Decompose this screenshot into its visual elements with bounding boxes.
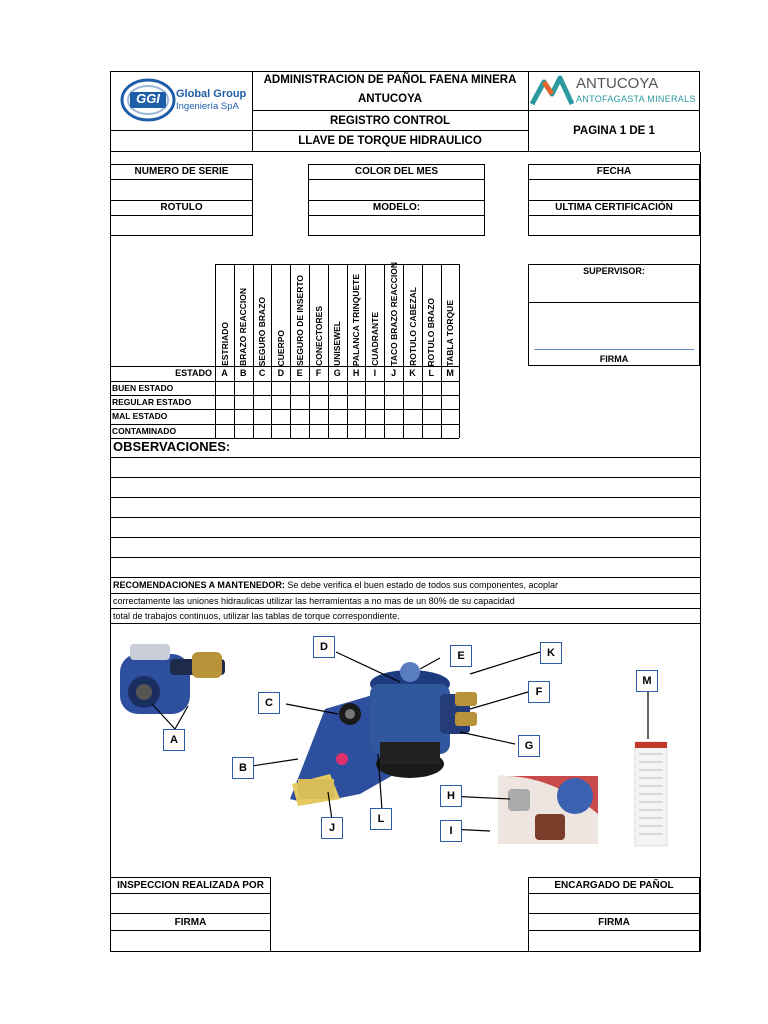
grid-cell[interactable] — [272, 425, 290, 438]
callout-m: M — [636, 670, 658, 692]
grid-cell[interactable] — [235, 425, 253, 438]
ultima-cert-field[interactable] — [529, 216, 699, 236]
grid-cell[interactable] — [216, 382, 234, 395]
grid-cell[interactable] — [329, 410, 347, 423]
column-header-b — [234, 264, 253, 366]
recomendaciones-line1 — [113, 580, 558, 590]
llave-torque: LLAVE DE TORQUE HIDRAULICO — [298, 135, 482, 147]
observaciones-label: OBSERVACIONES: — [113, 439, 231, 454]
grid-cell[interactable] — [366, 410, 384, 423]
encargado-field[interactable] — [529, 894, 699, 913]
row-label: BUEN ESTADO — [112, 383, 174, 393]
grid-cell[interactable] — [348, 382, 366, 395]
color-mes-label: COLOR DEL MES — [354, 166, 439, 177]
ggi-logo-letters: GGI — [136, 91, 160, 106]
grid-cell[interactable] — [272, 396, 290, 409]
tool-diagram — [110, 624, 700, 874]
company-name: Global Group — [176, 88, 247, 100]
row-label: CONTAMINADO — [112, 425, 177, 436]
grid-cell[interactable] — [254, 396, 272, 409]
observaciones-line-6[interactable] — [111, 558, 699, 577]
grid-cell[interactable] — [404, 396, 422, 409]
ultima-cert-label: ULTIMA CERTIFICACIÓN — [555, 202, 673, 213]
grid-cell[interactable] — [310, 410, 328, 423]
inspeccion-label: INSPECCION REALIZADA POR — [117, 880, 264, 891]
column-letter-f: F — [315, 368, 322, 378]
column-letter-k: K — [409, 368, 416, 378]
grid-cell[interactable] — [310, 396, 328, 409]
column-header-d — [271, 264, 290, 366]
column-letter-h: H — [352, 368, 360, 378]
observaciones-line-3[interactable] — [111, 498, 699, 517]
supervisor-firma-label: FIRMA — [599, 354, 629, 364]
column-header-label: CONECTORES — [313, 306, 324, 366]
grid-cell[interactable] — [310, 425, 328, 438]
callout-e: E — [450, 645, 472, 667]
grid-cell[interactable] — [235, 382, 253, 395]
grid-cell[interactable] — [254, 382, 272, 395]
recomendaciones-text-3: total de trabajos continuos, utilizar las tablas de torque correspondiente. — [113, 611, 400, 621]
grid-cell[interactable] — [254, 425, 272, 438]
inspeccion-field[interactable] — [111, 894, 270, 913]
fecha-field[interactable] — [529, 180, 699, 200]
grid-cell[interactable] — [366, 396, 384, 409]
supervisor-signature-field[interactable] — [529, 303, 699, 348]
column-header-f — [309, 264, 328, 366]
column-header-g — [328, 264, 347, 366]
observaciones-line-2[interactable] — [111, 478, 699, 497]
grid-cell[interactable] — [442, 410, 460, 423]
grid-cell[interactable] — [385, 396, 403, 409]
pagina: PAGINA 1 DE 1 — [573, 125, 655, 137]
column-header-j — [384, 264, 403, 366]
grid-cell[interactable] — [235, 410, 253, 423]
column-letter-j: J — [391, 368, 397, 378]
grid-cell[interactable] — [366, 382, 384, 395]
numero-serie-label: NUMERO DE SERIE — [134, 166, 229, 177]
fecha-label: FECHA — [596, 166, 632, 177]
column-header-label: ESTRIADO — [219, 322, 230, 366]
column-letter-l: L — [428, 368, 435, 378]
grid-cell[interactable] — [442, 382, 460, 395]
callout-c: C — [258, 692, 280, 714]
column-header-label: TABLA TORQUE — [445, 299, 456, 366]
grid-cell[interactable] — [291, 410, 309, 423]
grid-cell[interactable] — [291, 396, 309, 409]
grid-cell[interactable] — [272, 410, 290, 423]
antucoya-mountain-icon — [530, 74, 574, 106]
grid-cell[interactable] — [216, 425, 234, 438]
supervisor-label: SUPERVISOR: — [583, 266, 645, 276]
modelo-label: MODELO: — [372, 202, 421, 213]
grid-cell[interactable] — [291, 382, 309, 395]
header-title-line2: ANTUCOYA — [357, 93, 423, 105]
column-header-h — [347, 264, 366, 366]
column-header-label: ROTULO CABEZAL — [407, 287, 418, 366]
callout-d: D — [313, 636, 335, 658]
column-header-label: UNISEWEL — [332, 321, 343, 366]
column-header-label: SEGURO DE INSERTO — [294, 275, 305, 366]
row-label: MAL ESTADO — [112, 411, 168, 422]
firma-left-field[interactable] — [111, 931, 270, 951]
column-header-label: CUADRANTE — [369, 312, 380, 366]
grid-cell[interactable] — [254, 410, 272, 423]
column-header-i — [365, 264, 384, 366]
column-header-label: PALANCA TRINQUETE — [351, 273, 362, 366]
grid-cell[interactable] — [366, 425, 384, 438]
callout-i: I — [440, 820, 462, 842]
column-letter-b: B — [240, 368, 247, 378]
small-tool-image — [120, 644, 225, 714]
antucoya-logo — [530, 74, 698, 108]
column-letter-m: M — [446, 368, 454, 378]
column-header-k — [403, 264, 422, 366]
grid-cell[interactable] — [329, 382, 347, 395]
callout-a: A — [163, 729, 185, 751]
grid-cell[interactable] — [235, 396, 253, 409]
column-header-m — [441, 264, 460, 366]
firma-right-field[interactable] — [529, 931, 699, 951]
grid-cell[interactable] — [404, 410, 422, 423]
company-sub: Ingeniería SpA — [176, 101, 239, 112]
grid-cell[interactable] — [385, 425, 403, 438]
torque-table-image — [635, 742, 667, 846]
observaciones-line-4[interactable] — [111, 518, 699, 537]
column-header-label: BRAZO REACCION — [238, 288, 249, 366]
grid-cell[interactable] — [442, 425, 460, 438]
grid-cell[interactable] — [348, 410, 366, 423]
grid-cell[interactable] — [348, 425, 366, 438]
encargado-label: ENCARGADO DE PAÑOL — [554, 880, 674, 891]
grid-cell[interactable] — [404, 382, 422, 395]
grid-cell[interactable] — [329, 425, 347, 438]
grid-cell[interactable] — [423, 396, 441, 409]
callout-h: H — [440, 785, 462, 807]
grid-cell[interactable] — [329, 396, 347, 409]
firma-right-label: FIRMA — [598, 916, 630, 928]
column-letter-i: I — [373, 368, 377, 378]
color-mes-field[interactable] — [309, 180, 484, 200]
column-header-e — [290, 264, 309, 366]
column-header-label: SEGURO BRAZO — [257, 296, 268, 366]
ggi-logo — [118, 76, 250, 124]
grid-cell[interactable] — [423, 425, 441, 438]
grid-cell[interactable] — [272, 382, 290, 395]
grid-cell[interactable] — [423, 382, 441, 395]
grid-cell[interactable] — [291, 425, 309, 438]
column-letter-e: E — [296, 368, 303, 378]
column-letter-g: G — [333, 368, 341, 378]
observaciones-line-5[interactable] — [111, 538, 699, 557]
grid-cell[interactable] — [216, 410, 234, 423]
grid-cell[interactable] — [348, 396, 366, 409]
client-name: ANTUCOYA — [576, 75, 659, 92]
supervisor-field[interactable] — [529, 278, 699, 301]
column-header-label: TACO BRAZO REACCION — [388, 262, 399, 366]
grid-cell[interactable] — [404, 425, 422, 438]
observaciones-line-1[interactable] — [111, 458, 699, 477]
grid-cell[interactable] — [442, 396, 460, 409]
numero-serie-field[interactable] — [111, 180, 252, 200]
column-letter-a: A — [221, 368, 228, 378]
header-title-line1: ADMINISTRACION DE PAÑOL FAENA MINERA — [263, 74, 517, 86]
rotulo-label: ROTULO — [160, 202, 203, 213]
detail-photo — [498, 776, 598, 844]
rotulo-field[interactable] — [111, 216, 252, 236]
grid-cell[interactable] — [310, 382, 328, 395]
recomendaciones-label: RECOMENDACIONES A MANTENEDOR: — [113, 580, 285, 590]
column-header-a — [215, 264, 234, 366]
callout-l: L — [370, 808, 392, 830]
estado-label: ESTADO — [175, 368, 212, 378]
registro-control: REGISTRO CONTROL — [329, 114, 451, 127]
grid-cell[interactable] — [423, 410, 441, 423]
recomendaciones-text-1: Se debe verifica el buen estado de todos sus componentes, acoplar — [284, 580, 559, 590]
column-header-label: ROTULO BRAZO — [426, 297, 437, 366]
column-header-label: CUERPO — [275, 329, 286, 366]
row-label: REGULAR ESTADO — [112, 397, 192, 408]
client-sub: ANTOFAGASTA MINERALS — [576, 94, 696, 104]
callout-k: K — [540, 642, 562, 664]
recomendaciones-text-2: correctamente las uniones hidraulicas utilizar las herramientas a no mas de un 80% de su capacidad — [113, 596, 515, 606]
callout-f: F — [528, 681, 550, 703]
callout-g: G — [518, 735, 540, 757]
firma-left-label: FIRMA — [174, 916, 207, 928]
modelo-field[interactable] — [309, 216, 484, 236]
callout-j: J — [321, 817, 343, 839]
column-header-c — [253, 264, 272, 366]
callout-b: B — [232, 757, 254, 779]
grid-cell[interactable] — [216, 396, 234, 409]
grid-cell[interactable] — [385, 382, 403, 395]
column-letter-d: D — [277, 368, 285, 378]
grid-cell[interactable] — [385, 410, 403, 423]
column-letter-c: C — [258, 368, 266, 378]
column-header-l — [422, 264, 441, 366]
